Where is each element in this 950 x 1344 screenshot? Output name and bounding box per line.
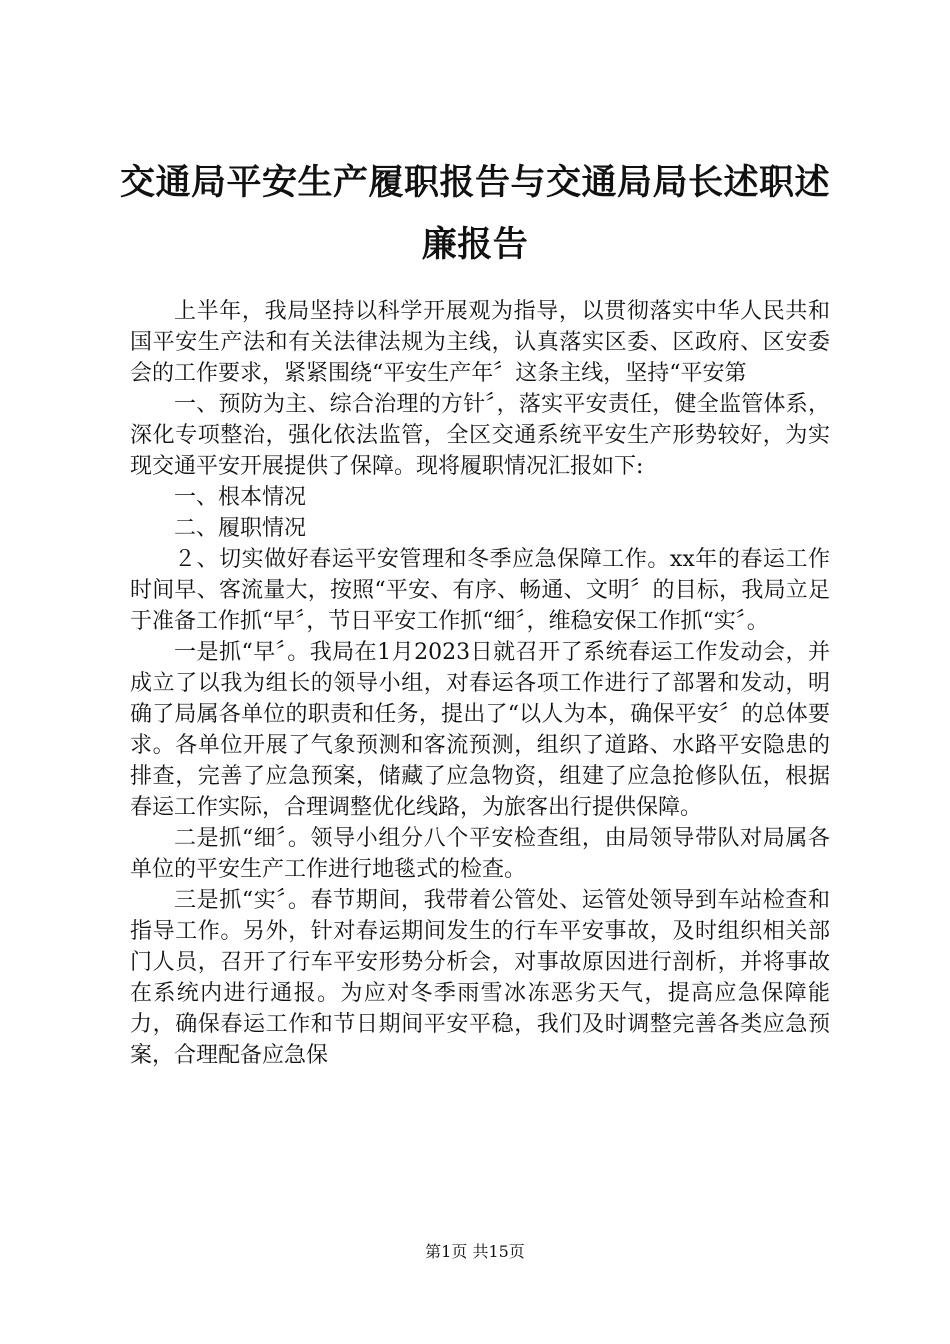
- page-number-footer: 第1页 共15页: [425, 1242, 525, 1261]
- paragraph: 上半年，我局坚持以科学开展观为指导，以贯彻落实中华人民共和国平安生产法和有关法律法规为主线，认真落实区委、区政府、区安委会的工作要求，紧紧围绕“平安生产年〞这条主线，坚持“平安第: [130, 299, 830, 386]
- document-body: [130, 296, 830, 1071]
- paragraph: 一、预防为主、综合治理的方针〞，落实平安责任，健全监管体系，深化专项整治，强化依法监管，全区交通系统平安生产形势较好，为实现交通平安开展提供了保障。现将履职情况汇报如下:: [130, 392, 830, 479]
- paragraph: ２、切实做好春运平安管理和冬季应急保障工作。xx年的春运工作时间早、客流量大，按照“平安、有序、畅通、文明〞的目标，我局立足于准备工作抓“早〞，节日平安工作抓“细〞，维稳安保工作抓“实〞。: [130, 547, 830, 634]
- document-title: 交通局平安生产履职报告与交通局局长述职述廉报告: [120, 163, 831, 265]
- section-heading: 二、履职情况: [174, 516, 307, 541]
- paragraph: 一是抓“早〞。我局在1月2023日就召开了系统春运工作发动会，并成立了以我为组长的领导小组，对春运各项工作进行了部署和发动，明确了局属各单位的职责和任务，提出了“以人为本，确保平安〞的总体要求。各单位开展了气象预测和客流预测，组织了道路、水路平安隐患的排查，完善了应急预案，储藏了应急物资，组建了应急抢修队伍，根据春运工作实际，合理调整优化线路，为旅客出行提供保障。: [130, 640, 830, 820]
- paragraph: 二是抓“细〞。领导小组分八个平安检查组，由局领导带队对局属各单位的平安生产工作进行地毯式的检查。: [130, 826, 830, 882]
- paragraph: 三是抓“实〞。春节期间，我带着公管处、运管处领导到车站检查和指导工作。另外，针对春运期间发生的行车平安事故，及时组织相关部门人员，召开了行车平安形势分析会，对事故原因进行剖析，并将事故在系统内进行通报。为应对冬季雨雪冰冻恶劣天气，提高应急保障能力，确保春运工作和节日期间平安平稳，我们及时调整完善各类应急预案，合理配备应急保: [130, 888, 830, 1068]
- section-heading: 一、根本情况: [174, 485, 307, 510]
